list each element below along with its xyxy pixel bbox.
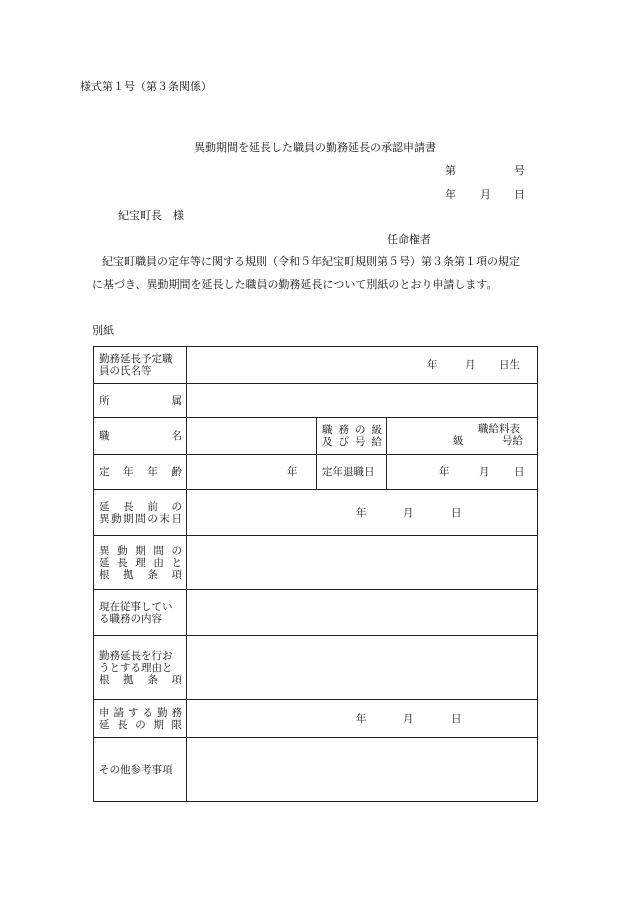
reason-value-cell[interactable]: [187, 536, 538, 590]
form-number: 様式第１号（第３条関係）: [80, 80, 212, 93]
birth-day: 日生: [499, 359, 520, 371]
retire-day: 日: [514, 466, 525, 478]
retire-value-cell[interactable]: [387, 455, 538, 490]
label-age-text: 定年年齢: [99, 466, 182, 478]
label-other-text: その他参考事項: [99, 763, 173, 776]
kyu-label: 級: [453, 435, 464, 447]
limit-month: 月: [403, 712, 414, 725]
label-limit-line1: 申請する勤務: [99, 706, 182, 719]
label-dept: [94, 384, 187, 418]
label-end-line1: 延長前の: [99, 500, 182, 513]
label-name-line2: 員の氏名等: [99, 365, 152, 377]
label-retire: [317, 455, 387, 490]
label-why-line2: うとする理由と: [99, 661, 173, 674]
table-row-other: [94, 738, 538, 802]
label-name-line1: 勤務延長予定職: [99, 353, 173, 365]
pay-table-label: 職給料表: [478, 423, 520, 435]
label-retire-text: 定年退職日: [322, 466, 375, 478]
post-value-cell[interactable]: [187, 418, 317, 455]
end-month: 月: [403, 506, 414, 519]
dept-value-cell[interactable]: [187, 384, 538, 418]
limit-day: 日: [451, 712, 462, 725]
retire-month: 月: [479, 466, 490, 478]
label-current-line1: 現在従事してい: [99, 600, 173, 613]
birth-year: 年: [427, 359, 438, 371]
end-day: 日: [451, 506, 462, 519]
document-title: 異動期間を延長した職員の勤務延長の承認申請書: [194, 141, 436, 154]
body-line-2: に基づき、異動期間を延長した職員の勤務延長について別紙のとおり申請します。: [92, 278, 498, 291]
body-text: [92, 250, 562, 296]
limit-value-cell[interactable]: [187, 700, 538, 738]
age-value-cell[interactable]: [187, 455, 317, 490]
attachment-label: 別紙: [92, 324, 114, 337]
gokyu-label: 号給: [502, 435, 523, 447]
table-row-limit: [94, 700, 538, 738]
age-year: 年: [287, 466, 298, 478]
date-day: 日: [514, 188, 525, 201]
end-year: 年: [356, 506, 367, 519]
label-current-line2: る職務の内容: [99, 612, 162, 625]
body-line-1: 紀宝町職員の定年等に関する規則（令和５年紀宝町規則第５号）第３条第１項の規定: [102, 255, 520, 268]
label-limit: [94, 700, 187, 738]
label-dept-text: 所属: [99, 394, 182, 407]
label-grade: [317, 418, 387, 455]
label-end-line2: 異動期間の末日: [99, 512, 182, 525]
label-end: [94, 490, 187, 536]
table-row-end: [94, 490, 538, 536]
label-why-line1: 勤務延長を行お: [99, 649, 173, 662]
end-value-cell[interactable]: [187, 490, 538, 536]
date-month: 月: [480, 188, 491, 201]
label-reason-line1: 異動期間の: [99, 544, 182, 557]
label-name: [94, 347, 187, 384]
label-why: [94, 636, 187, 700]
number-go: 号: [514, 164, 525, 177]
label-limit-line2: 延長の期限: [99, 718, 182, 731]
label-reason-line2: 延長理由と: [99, 556, 182, 569]
number-dai: 第: [445, 164, 456, 177]
application-form-table: [93, 346, 538, 802]
label-reason-line3: 根拠条項: [99, 568, 182, 581]
label-grade-line2: 及び号給: [322, 436, 382, 448]
label-current: [94, 590, 187, 636]
table-row-why: [94, 636, 538, 700]
addressee: 紀宝町長 様: [118, 209, 184, 222]
label-grade-line1: 職務の級: [322, 424, 382, 436]
table-row-post: [94, 418, 538, 455]
label-post-text: 職名: [99, 430, 182, 442]
table-row-age: [94, 455, 538, 490]
birth-month: 月: [465, 359, 476, 371]
table-row-name: [94, 347, 538, 384]
label-age: [94, 455, 187, 490]
why-value-cell[interactable]: [187, 636, 538, 700]
limit-year: 年: [356, 712, 367, 725]
table-row-dept: [94, 384, 538, 418]
applicant: 任命権者: [387, 233, 431, 246]
table-row-reason: [94, 536, 538, 590]
label-reason: [94, 536, 187, 590]
other-value-cell[interactable]: [187, 738, 538, 802]
table-row-current: [94, 590, 538, 636]
date-year: 年: [445, 188, 456, 201]
current-value-cell[interactable]: [187, 590, 538, 636]
retire-year: 年: [439, 466, 450, 478]
label-why-line3: 根拠条項: [99, 673, 182, 686]
label-other: [94, 738, 187, 802]
name-value-cell[interactable]: [187, 347, 538, 384]
label-post: [94, 418, 187, 455]
grade-value-cell[interactable]: [387, 418, 538, 455]
